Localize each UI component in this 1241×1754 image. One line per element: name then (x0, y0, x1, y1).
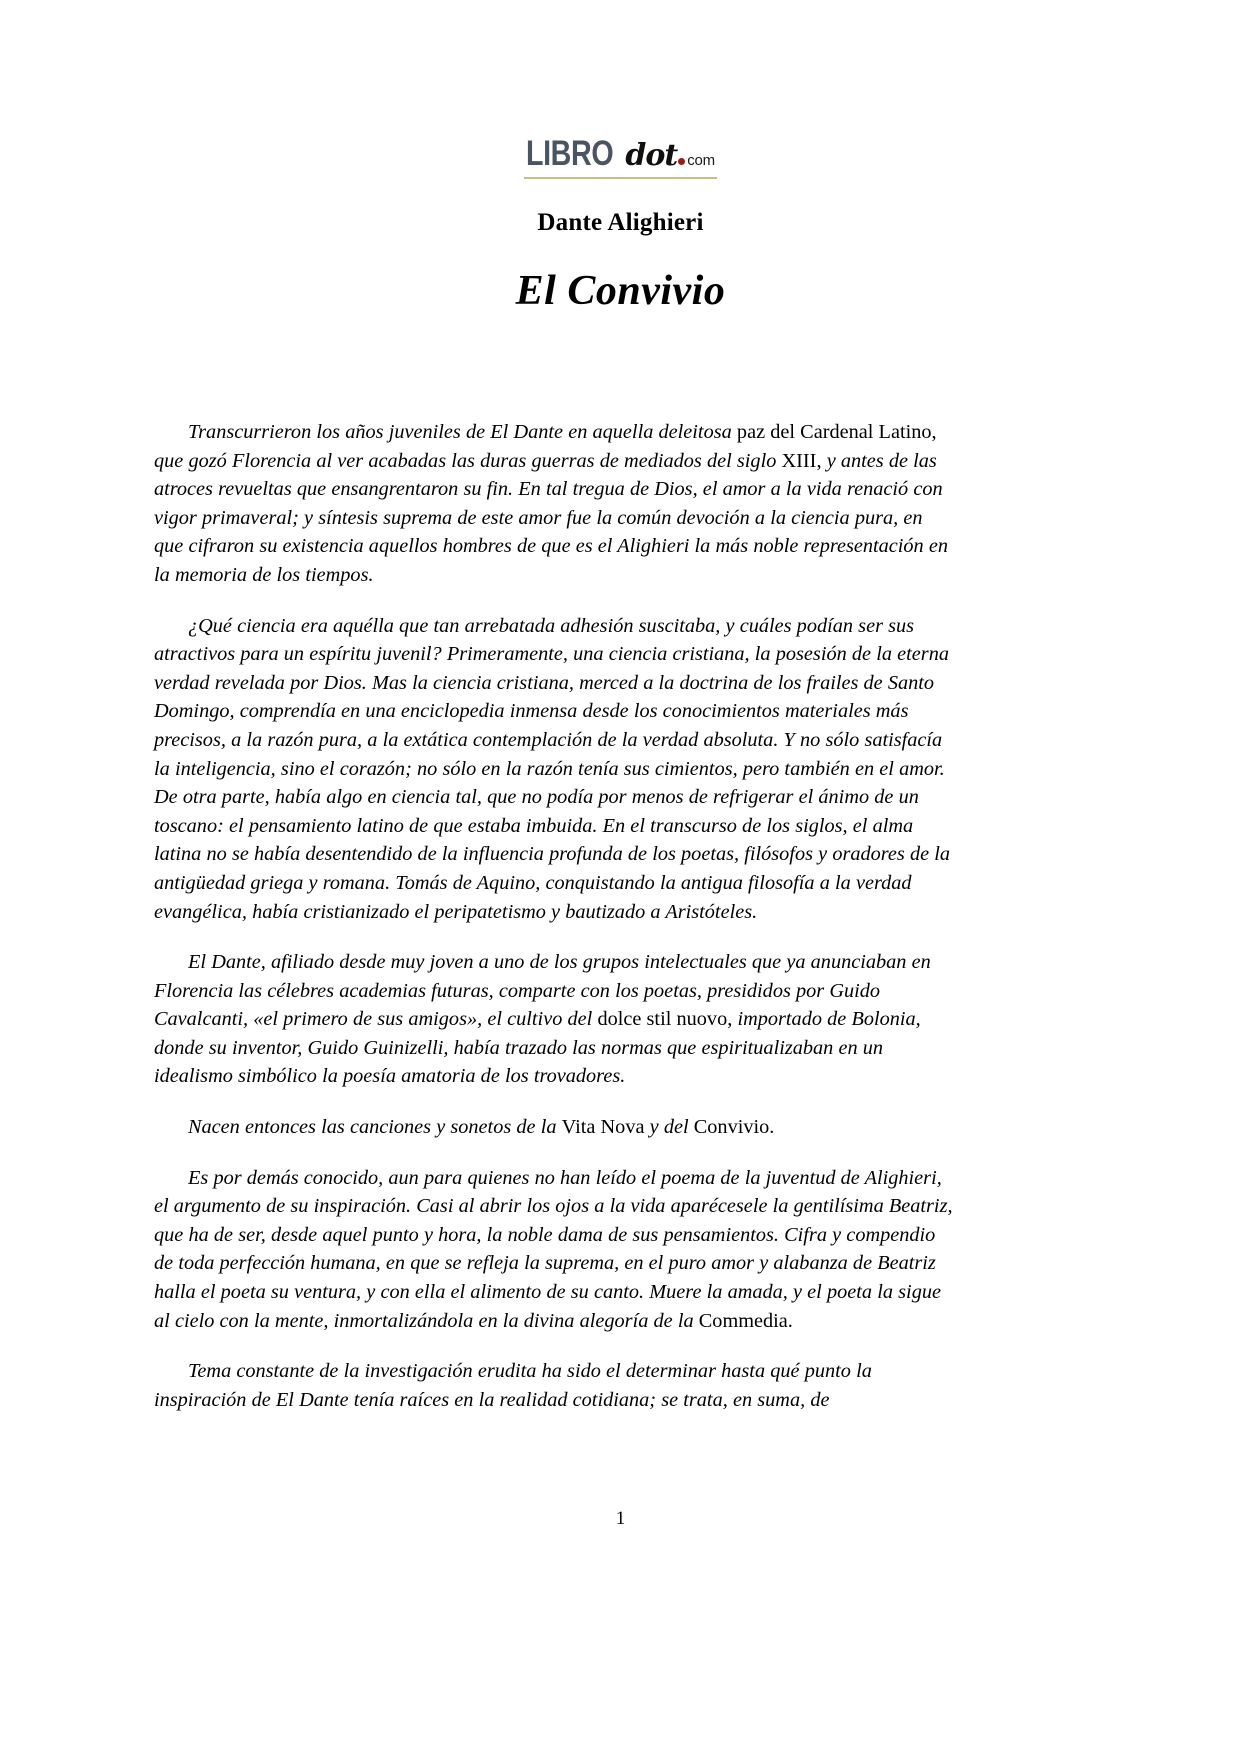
logo-wordmark-dot: dot (625, 138, 678, 173)
italic-text-run: que gozó Florencia al ver acabadas las duras guerras de mediados del siglo (154, 449, 782, 472)
body-paragraph (154, 1113, 954, 1142)
author-name: Dante Alighieri (537, 209, 704, 236)
roman-text-run: Convivio. (693, 1116, 775, 1139)
page-title: El Convivio (515, 268, 726, 314)
italic-text-run: Nacen entonces las canciones y sonetos de la (188, 1116, 562, 1139)
logo-lockup (524, 136, 717, 179)
logo-wordmark-com: com (687, 152, 715, 169)
italic-text-run: Es por demás conocido, aun para quienes no han leído el poema de la juventud de Alighieri, el argumento de su inspiración. Casi al abrir los ojos a la vida aparécesele la gentilísima Beatriz, que ha de ser, desde aquel punto y hora, la noble dama de sus pensamientos. Cifra y compendio de toda perfección humana, en que se refleja la suprema, en el puro amor y alabanza de Beatriz halla el poeta su ventura, y con ella el alimento de su canto. Muere la amada, y el poeta la sigue al cielo con la mente, inmortalizándola en la divina alegoría de la (154, 1166, 953, 1332)
roman-text-run: paz del Cardenal Latino, (736, 421, 937, 443)
italic-text-run: y del (649, 1116, 694, 1139)
body-paragraph (154, 1357, 954, 1414)
logo-red-dot-icon (678, 158, 685, 165)
libro-dot-com-logo[interactable] (0, 136, 1241, 179)
italic-text-run: Transcurrieron los años juveniles de El Dante en aquella deleitosa (188, 421, 737, 443)
roman-text-run: dolce stil nuovo, (597, 1008, 738, 1031)
roman-text-run: Commedia. (698, 1309, 793, 1332)
page-number: 1 (615, 1508, 626, 1529)
italic-text-run: importado de Bolonia, donde su inventor, Guido Guinizelli, había trazado las normas que espiritualizaban en un idealismo simbólico la poesía amatoria de los trovadores. (154, 1008, 921, 1088)
body-paragraph (154, 612, 954, 927)
roman-text-run: Vita Nova (561, 1116, 650, 1139)
italic-text-run: ¿Qué ciencia era aquélla que tan arrebatada adhesión suscitaba, y cuáles podían ser sus atractivos para un espíritu juvenil? Primeramente, una ciencia cristiana, la posesión de la eterna verdad revelada por Dios. Mas la ciencia cristiana, merced a la doctrina de los frailes de Santo Domingo, comprendía en una enciclopedia inmensa desde los conocimientos materiales más precisos, a la razón pura, a la extática contemplación de la verdad absoluta. Y no sólo satisfacía la inteligencia, sino el corazón; no sólo en la razón tenía sus cimientos, pero también en el amor. De otra parte, había algo en ciencia tal, que no podía por menos de refrigerar el ánimo de un toscano: el pensamiento latino de que estaba imbuida. En el transcurso de los siglos, el alma latina no se había desentendido de la influencia profunda de los poetas, filósofos y oradores de la antigüedad griega y romana. Tomás de Aquino, conquistando la antigua filosofía a la verdad evangélica, había cristianizado el peripatetismo y bautizado a Aristóteles. (154, 614, 951, 923)
body-paragraph (154, 948, 954, 1091)
body-text-column (154, 418, 954, 1436)
body-paragraph (154, 418, 954, 590)
italic-text-run: El Dante, afiliado desde muy joven a uno de los grupos intelectuales que ya anunciaban en Florencia las célebres academias futuras, comparte con los poetas, presididos por Guido Cavalcanti, «el primero de sus amigos», el cultivo del (154, 951, 931, 1031)
body-paragraph (154, 1164, 954, 1336)
italic-text-run: Tema constante de la investigación erudita ha sido el determinar hasta qué punto la inspiración de El Dante tenía raíces en la realidad cotidiana; se trata, en suma, de (154, 1360, 872, 1411)
logo-wordmark-libro: LIBRO (526, 134, 614, 173)
roman-text-run: XIII, (781, 449, 827, 472)
italic-text-run: y antes de las atroces revueltas que ensangrentaron su fin. En tal tregua de Dios, el amor a la vida renació con vigor primaveral; y síntesis suprema de este amor fue la común devoción a la ciencia pura, en que cifraron su existencia aquellos hombres de que es el Alighieri la más noble representación en la memoria de los tiempos. (154, 449, 949, 586)
